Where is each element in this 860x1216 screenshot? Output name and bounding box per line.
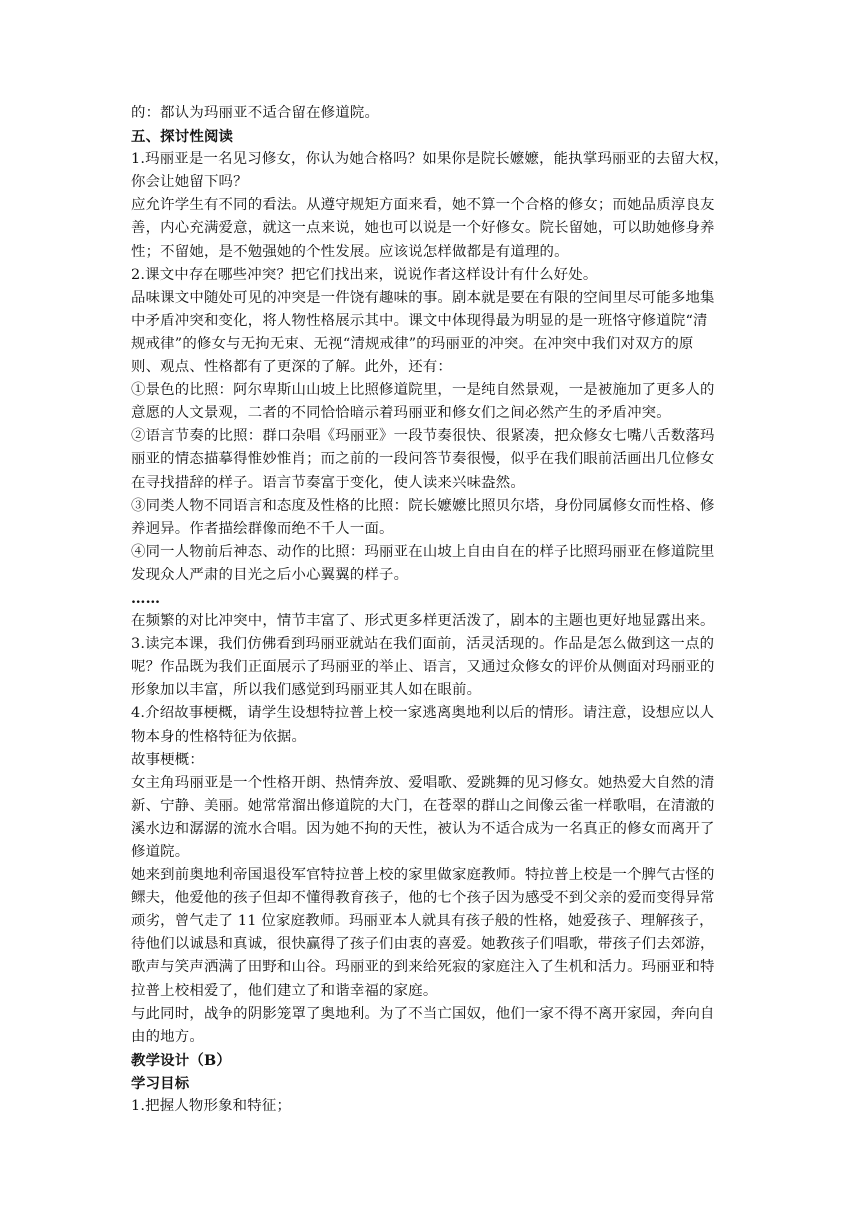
text-line: 由的地方。	[131, 1028, 204, 1045]
text-line: 顽劣，曾气走了 11 位家庭教师。玛丽亚本人就具有孩子般的性格，她爱孩子、理解孩子，	[131, 913, 714, 930]
text-line: 故事梗概：	[131, 751, 204, 768]
text-line: 则、观点、性格都有了更深的了解。此外，还有：	[131, 359, 452, 376]
text-line: 你会让她留下吗？	[131, 174, 248, 191]
section-heading: 教学设计（B）	[131, 1051, 231, 1069]
text-line: 呢？作品既为我们正面展示了玛丽亚的举止、语言，又通过众修女的评价从侧面对玛丽亚的	[131, 659, 715, 676]
text-line: 修道院。	[131, 844, 190, 860]
text-line: 4.介绍故事梗概，请学生设想特拉普上校一家逃离奥地利以后的情形。请注意，设想应以人	[131, 705, 715, 722]
text-line: 应允许学生有不同的看法。从遵守规矩方面来看，她不算一个合格的修女；而她品质淳良友	[131, 197, 715, 214]
text-line: 性；不留她，是不勉强她的个性发展。应该说怎样做都是有道理的。	[131, 243, 569, 260]
text-line: 3.读完本课，我们仿佛看到玛丽亚就站在我们面前，活灵活现的。作品是怎么做到这一点的	[131, 636, 715, 653]
text-line: 女主角玛丽亚是一个性格开朗、热情奔放、爱唱歌、爱跳舞的见习修女。她热爱大自然的清	[131, 774, 715, 791]
text-line: 中矛盾冲突和变化，将人物性格展示其中。课文中体现得最为明显的是一班恪守修道院“清	[131, 312, 708, 329]
text-line: ④同一人物前后神态、动作的比照：玛丽亚在山坡上自由自在的样子比照玛丽亚在修道院里	[131, 543, 715, 560]
text-line: 丽亚的情态描摹得惟妙惟肖；而之前的一段问答节奏很慢，似乎在我们眼前活画出几位修女	[131, 451, 715, 468]
text-line: 养迥异。作者描绘群像而绝不千人一面。	[131, 520, 394, 537]
text-line: 歌声与笑声洒满了田野和山谷。玛丽亚的到来给死寂的家庭注入了生机和活力。玛丽亚和特	[131, 959, 715, 976]
text-line: 她来到前奥地利帝国退役军官特拉普上校的家里做家庭教师。特拉普上校是一个脾气古怪的	[131, 867, 715, 884]
text-line: 意愿的人文景观，二者的不同恰恰暗示着玛丽亚和修女们之间必然产生的矛盾冲突。	[131, 405, 671, 422]
text-line: 的：都认为玛丽亚不适合留在修道院。	[131, 105, 380, 121]
section-heading: 五、探讨性阅读	[131, 128, 234, 146]
text-line: 1.玛丽亚是一名见习修女，你认为她合格吗？如果你是院长嬷嬷，能执掌玛丽亚的去留大权，	[131, 151, 729, 168]
text-line: 溪水边和潺潺的流水合唱。因为她不拘的天性，被认为不适合成为一名真正的修女而离开了	[131, 820, 715, 837]
document-page	[131, 102, 731, 1118]
section-heading: ……	[131, 589, 161, 607]
text-line: 形象加以丰富，所以我们感觉到玛丽亚其人如在眼前。	[131, 682, 482, 699]
text-line: ③同类人物不同语言和态度及性格的比照：院长嬷嬷比照贝尔塔，身份同属修女而性格、修	[131, 497, 715, 514]
text-line: ①景色的比照：阿尔卑斯山山坡上比照修道院里，一是纯自然景观，一是被施加了更多人的	[131, 382, 715, 399]
text-line: 1.把握人物形象和特征；	[131, 1098, 292, 1115]
text-line: 品味课文中随处可见的冲突是一件饶有趣味的事。剧本就是要在有限的空间里尽可能多地集	[131, 289, 715, 306]
text-line: 鳏夫，他爱他的孩子但却不懂得教育孩子，他的七个孩子因为感受不到父亲的爱而变得异常	[131, 890, 715, 907]
document-body	[131, 102, 731, 1118]
text-line: 新、宁静、美丽。她常常溜出修道院的大门，在苍翠的群山之间像云雀一样歌唱，在清澈的	[131, 797, 715, 814]
text-line: 2.课文中存在哪些冲突？把它们找出来，说说作者这样设计有什么好处。	[131, 266, 598, 283]
section-heading: 学习目标	[131, 1074, 190, 1092]
text-line: 发现众人严肃的目光之后小心翼翼的样子。	[131, 566, 409, 583]
text-line: ②语言节奏的比照：群口杂唱《玛丽亚》一段节奏很快、很紧凑，把众修女七嘴八舌数落玛	[131, 428, 715, 445]
text-line: 在寻找措辞的样子。语言节奏富于变化，使人读来兴味盎然。	[131, 474, 525, 491]
text-line: 物本身的性格特征为依据。	[131, 728, 307, 745]
text-line: 待他们以诚恳和真诚，很快赢得了孩子们由衷的喜爱。她教孩子们唱歌，带孩子们去郊游，	[131, 936, 715, 953]
text-line: 在频繁的对比冲突中，情节丰富了、形式更多样更活泼了，剧本的主题也更好地显露出来。	[131, 613, 715, 630]
text-line: 规戒律”的修女与无拘无束、无视“清规戒律”的玛丽亚的冲突。在冲突中我们对双方的原	[131, 335, 694, 352]
text-line: 拉普上校相爱了，他们建立了和谐幸福的家庭。	[131, 982, 438, 999]
text-line: 与此同时，战争的阴影笼罩了奥地利。为了不当亡国奴，他们一家不得不离开家园，奔向自	[131, 1005, 715, 1022]
text-line: 善，内心充满爱意，就这一点来说，她也可以说是一个好修女。院长留她，可以助她修身养	[131, 220, 715, 237]
